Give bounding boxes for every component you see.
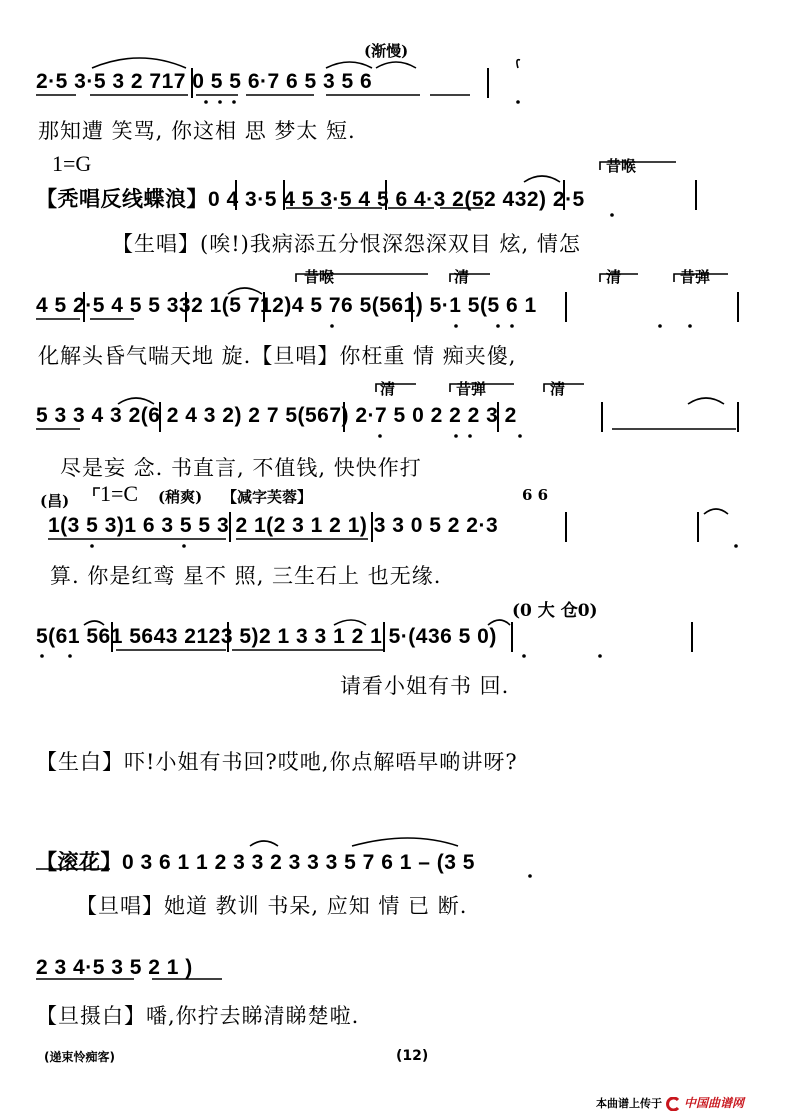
mark-xihou: 昔喉: [606, 157, 637, 175]
percussion-overlay: (0 大 仓0): [512, 601, 598, 621]
mark-qing-4: 清: [550, 380, 566, 398]
mark-qing-2: 清: [606, 268, 622, 286]
lyric-row-2: 【生唱】(唉!)我病添五分恨深怨深双目 炫, 情怎: [112, 232, 581, 256]
mark-chang: (昌): [40, 492, 70, 510]
lyric-row-7: 【旦唱】她道 教训 书呆, 应知 情 已 断.: [76, 894, 468, 918]
notation-row-6: 5(61 561 5643 2123 5)2 1 3 3 1 2 1 5·(436 5 0): [36, 625, 497, 648]
mark-xihou-2: 昔喉: [304, 268, 335, 286]
notation-row-3: 4 5 2·5 4 5 5 332 1(5 712)4 5 76 5(561) 5·1 5(5 6 1: [36, 294, 537, 317]
tempo-mark-slow: (渐慢): [364, 42, 409, 60]
lyric-row-6: 请看小姐有书 回.: [340, 674, 510, 698]
tune-name-jianzi-furong: 【减字芙蓉】: [222, 488, 313, 506]
key-signature-c: 1=C: [100, 481, 139, 506]
spoken-line-dan: 【旦摄白】噃,你拧去睇清睇楚啦.: [36, 1004, 360, 1028]
footer-author: (递束怜痴客): [44, 1050, 115, 1064]
site-watermark: [596, 1094, 744, 1111]
tempo-mark-faster: (稍爽): [158, 488, 203, 506]
site-name: 中国曲谱网: [684, 1096, 745, 1110]
lyric-row-5: 算. 你是红鸾 星不 照, 三生石上 也无缘.: [50, 564, 442, 588]
notation-row-2: 【秃唱反线蝶浪】0 4 3·5 4 5 3·5 4 5 6 4·3 2(52 432) 2·5: [36, 188, 585, 211]
lyric-row-1: 那知遭 笑骂, 你这相 思 梦太 短.: [38, 119, 356, 143]
notation-row-7: 【滚花】0 3 6 1 1 2 3 3 2 3 3 3 5 7 6 1 – (3 5: [36, 851, 475, 874]
notation-row-1: 2·5 3·5 3 2 717 0 5 5 6·7 6 5 3 5 6: [36, 70, 373, 93]
site-logo-icon: [665, 1096, 681, 1110]
upload-text: 本曲谱上传于: [596, 1096, 662, 1110]
notation-row-4: 5 3 3 4 3 2(6 2 4 3 2) 2 7 5(567) 2·7 5 0 2 2 2 3 2: [36, 404, 517, 427]
mark-xitan-1: 昔弹: [680, 268, 711, 286]
lyric-row-4: 尽是妄 念. 书直言, 不值钱, 快快作打: [60, 456, 422, 480]
mark-xitan-2: 昔弹: [456, 380, 487, 398]
spoken-line-sheng: 【生白】吓!小姐有书回?哎吔,你点解唔早啲讲呀?: [36, 750, 518, 774]
lyric-row-3: 化解头昏气喘天地 旋.【旦唱】你枉重 情 痴夹傻,: [38, 344, 517, 368]
page-number: (12): [396, 1048, 429, 1064]
mark-qing-1: 清: [454, 268, 470, 286]
key-signature-g: 1=G: [52, 151, 92, 176]
mark-qing-3: 清: [380, 380, 396, 398]
notation-row-8: 2 3 4·5 3 5 2 1 ): [36, 956, 193, 979]
notation-row-5: 1(3 5 3)1 6 3 5 5 3 2 1(2 3 1 2 1) 3 3 0 5 2 2·3: [48, 514, 499, 537]
overlay-notes-6-6: 6 6: [522, 486, 549, 504]
